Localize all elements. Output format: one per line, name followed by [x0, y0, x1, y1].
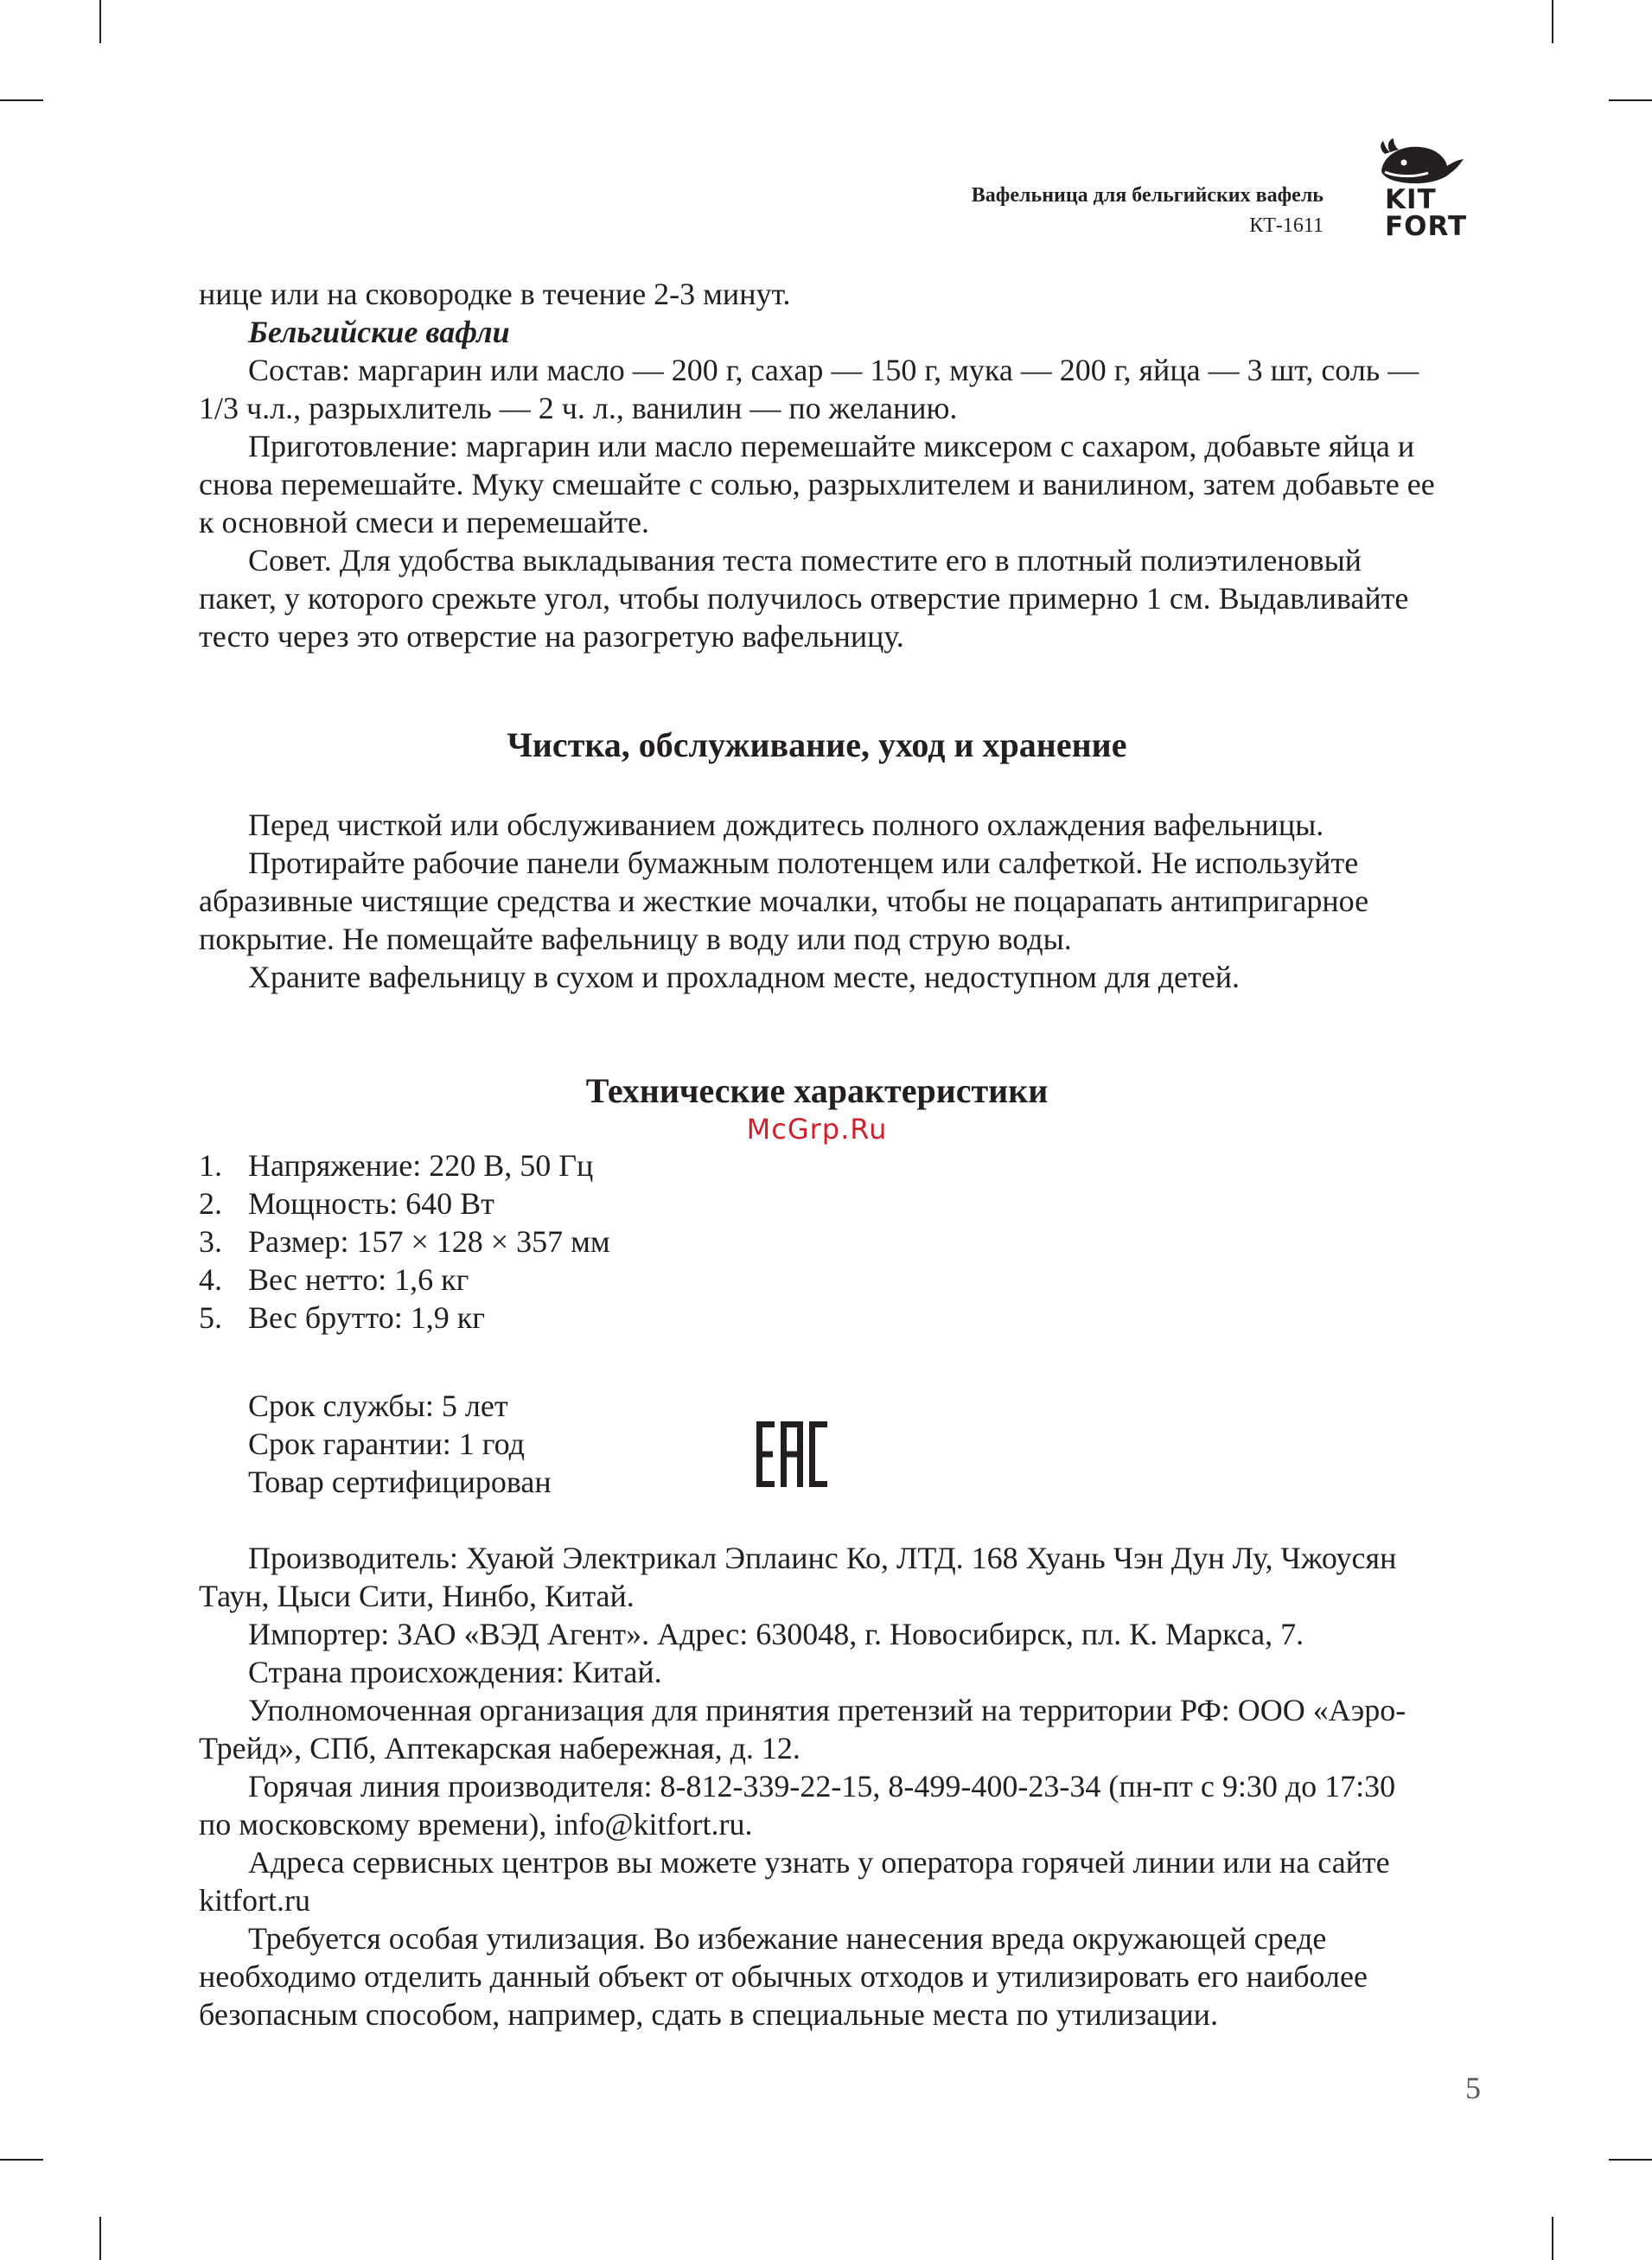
cleaning-paragraph: Перед чисткой или обслуживанием дождитесь полного охлаждения вафельницы. [248, 808, 1324, 842]
eac-mark-icon [756, 1421, 827, 1487]
importer: Импортер: ЗАО «ВЭД Агент». Адрес: 630048, г. Новосибирск, пл. К. Маркса, 7. [248, 1617, 1304, 1651]
spec-item [199, 1146, 1435, 1184]
page-number: 5 [1465, 2071, 1481, 2105]
logo-line-kit: KIT [1385, 184, 1437, 215]
recipe-ingredients: Состав: маргарин или масло — 200 г, сахар — 150 г, мука — 200 г, яйца — 3 шт, соль — 1/3 ч.л., разрыхлитель — 2 ч. л., ванилин — по желанию. [199, 353, 1419, 425]
spec-number: 5. [199, 1300, 222, 1335]
spec-item [199, 1184, 1435, 1223]
spec-text: Мощность: 640 Вт [248, 1186, 494, 1221]
crop-mark [1609, 2159, 1652, 2161]
recipe-title: Бельгийские вафли [248, 315, 510, 349]
warranty-period: Срок гарантии: 1 год [248, 1427, 525, 1461]
watermark-text: McGrp.Ru [746, 1113, 888, 1146]
logo-wordmark [1385, 184, 1468, 242]
main-content [199, 275, 1435, 2033]
cleaning-heading: Чистка, обслуживание, уход и хранение [507, 725, 1127, 764]
spec-item [199, 1223, 1435, 1261]
crop-mark [99, 2217, 101, 2260]
spec-number: 1. [199, 1148, 222, 1183]
kitfort-logo [1375, 137, 1470, 244]
header-model: КТ-1611 [1249, 214, 1324, 237]
recipe-preparation: Приготовление: маргарин или масло перемешайте миксером с сахаром, добавьте яйца и снова перемешайте. Муку смешайте с солью, разрыхлителем и ванилином, затем добавьте ее к основной смеси и перемешайте. [199, 429, 1435, 539]
spec-text: Вес нетто: 1,6 кг [248, 1262, 469, 1297]
specs-heading: Технические характеристики [585, 1071, 1049, 1110]
disposal-note: Требуется особая утилизация. Во избежание нанесения вреда окружающей среде необходимо отделить данный объект от обычных отходов и утилизировать его наиболее безопасным способом, например, сдать в специальные места по утилизации. [199, 1921, 1368, 2032]
manufacturer: Производитель: Хуаюй Электрикал Эплаинс Ко, ЛТД. 168 Хуань Чэн Дун Лу, Чжоусян Таун, Цыси Сити, Нинбо, Китай. [199, 1541, 1397, 1613]
service-life: Срок службы: 5 лет [248, 1389, 508, 1423]
cleaning-paragraph: Храните вафельницу в сухом и прохладном месте, недоступном для детей. [248, 960, 1240, 994]
header-title: Вафельница для бельгийских вафель [971, 184, 1324, 207]
country-of-origin: Страна происхождения: Китай. [248, 1655, 662, 1689]
hotline: Горячая линия производителя: 8-812-339-22-15, 8-499-400-23-34 (пн-пт с 9:30 до 17:30 по московскому времени), info@kitfort.ru. [199, 1769, 1396, 1842]
certification-block [199, 1387, 1435, 1501]
spec-number: 4. [199, 1262, 222, 1297]
certified-note: Товар сертифицирован [248, 1465, 552, 1499]
running-header [972, 180, 1324, 240]
spec-number: 3. [199, 1224, 222, 1259]
logo-line-fort: FORT [1385, 211, 1468, 242]
recipe-tip: Совет. Для удобства выкладывания теста поместите его в плотный полиэтиленовый пакет, у которого срежьте угол, чтобы получилось отверстие примерно 1 см. Выдавливайте тесто через это отверстие на разогретую вафельницу. [199, 543, 1409, 654]
whale-logo-icon [1375, 137, 1470, 188]
service-centers: Адреса сервисных центров вы можете узнать у оператора горячей линии или на сайте kitfort.ru [199, 1845, 1390, 1918]
spec-text: Размер: 157 × 128 × 357 мм [248, 1224, 610, 1259]
crop-mark [0, 2159, 43, 2161]
spec-item [199, 1261, 1435, 1299]
crop-mark [1552, 2217, 1553, 2260]
manufacturer-info [199, 1539, 1435, 2033]
authorized-organization: Уполномоченная организация для принятия претензий на территории РФ: ООО «Аэро-Трейд», СПб, Аптекарская набережная, д. 12. [199, 1693, 1406, 1765]
crop-mark [1609, 99, 1652, 101]
spec-item [199, 1299, 1435, 1337]
crop-mark [0, 99, 43, 101]
crop-mark [99, 0, 101, 43]
cleaning-paragraph: Протирайте рабочие панели бумажным полотенцем или салфеткой. Не используйте абразивные чистящие средства и жесткие мочалки, чтобы не поцарапать антипригарное покрытие. Не помещайте вафельницу в воду или под струю воды. [199, 846, 1369, 956]
spec-text: Напряжение: 220 В, 50 Гц [248, 1148, 594, 1183]
specs-list [199, 1146, 1435, 1337]
crop-mark [1552, 0, 1553, 43]
spec-number: 2. [199, 1186, 222, 1221]
spec-text: Вес брутто: 1,9 кг [248, 1300, 485, 1335]
intro-continuation: нице или на сковородке в течение 2-3 минут. [199, 277, 791, 311]
